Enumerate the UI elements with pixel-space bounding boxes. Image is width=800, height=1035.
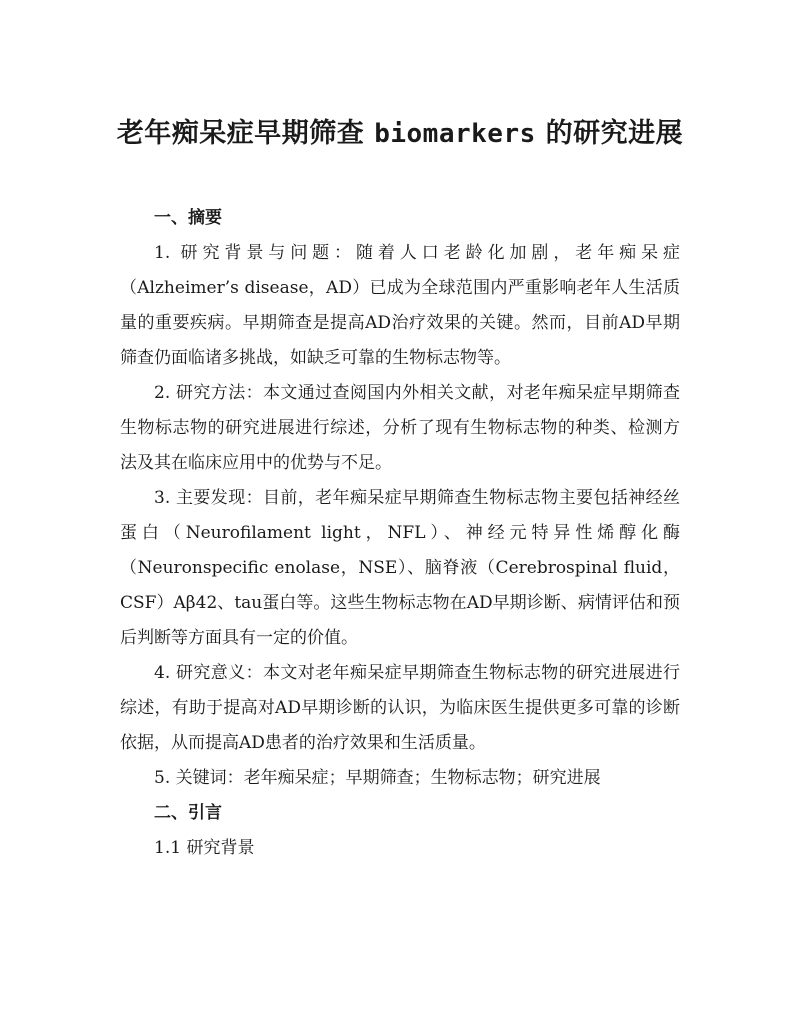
document-body [120, 201, 680, 866]
abstract-paragraph-background: 1. 研究背景与问题：随着人口老龄化加剧，老年痴呆症（Alzheimer’s disease，AD）已成为全球范围内严重影响老年人生活质量的重要疾病。早期筛查是提高AD治疗效果的关键。然而，目前AD早期筛查仍面临诸多挑战，如缺乏可靠的生物标志物等。 [120, 243, 680, 368]
title-cjk-end: 的研究进展 [535, 118, 684, 150]
title-cjk-start: 老年痴呆症早期筛查 [116, 118, 375, 150]
abstract-paragraph-findings: 3. 主要发现：目前，老年痴呆症早期筛查生物标志物主要包括神经丝蛋白（Neurofilament light，NFL）、神经元特异性烯醇化酶（Neuronspecific enolase，NSE）、脑脊液（Cerebrospinal fluid，CSF）Aβ42、tau蛋白等。这些生物标志物在AD早期诊断、病情评估和预后判断等方面具有一定的价值。 [120, 488, 680, 648]
document-title [110, 106, 690, 162]
title-latin-term: biomarkers [374, 119, 536, 150]
abstract-paragraph-keywords: 5. 关键词：老年痴呆症；早期筛查；生物标志物；研究进展 [154, 768, 601, 788]
section-heading-abstract: 一、摘要 [154, 208, 222, 228]
section-heading-introduction: 二、引言 [154, 803, 222, 823]
abstract-paragraph-methods: 2. 研究方法：本文通过查阅国内外相关文献，对老年痴呆症早期筛查生物标志物的研究进展进行综述，分析了现有生物标志物的种类、检测方法及其在临床应用中的优势与不足。 [120, 383, 680, 473]
abstract-paragraph-significance: 4. 研究意义：本文对老年痴呆症早期筛查生物标志物的研究进展进行综述，有助于提高对AD早期诊断的认识，为临床医生提供更多可靠的诊断依据，从而提高AD患者的治疗效果和生活质量。 [120, 663, 680, 753]
subsection-heading-background: 1.1 研究背景 [154, 838, 255, 858]
